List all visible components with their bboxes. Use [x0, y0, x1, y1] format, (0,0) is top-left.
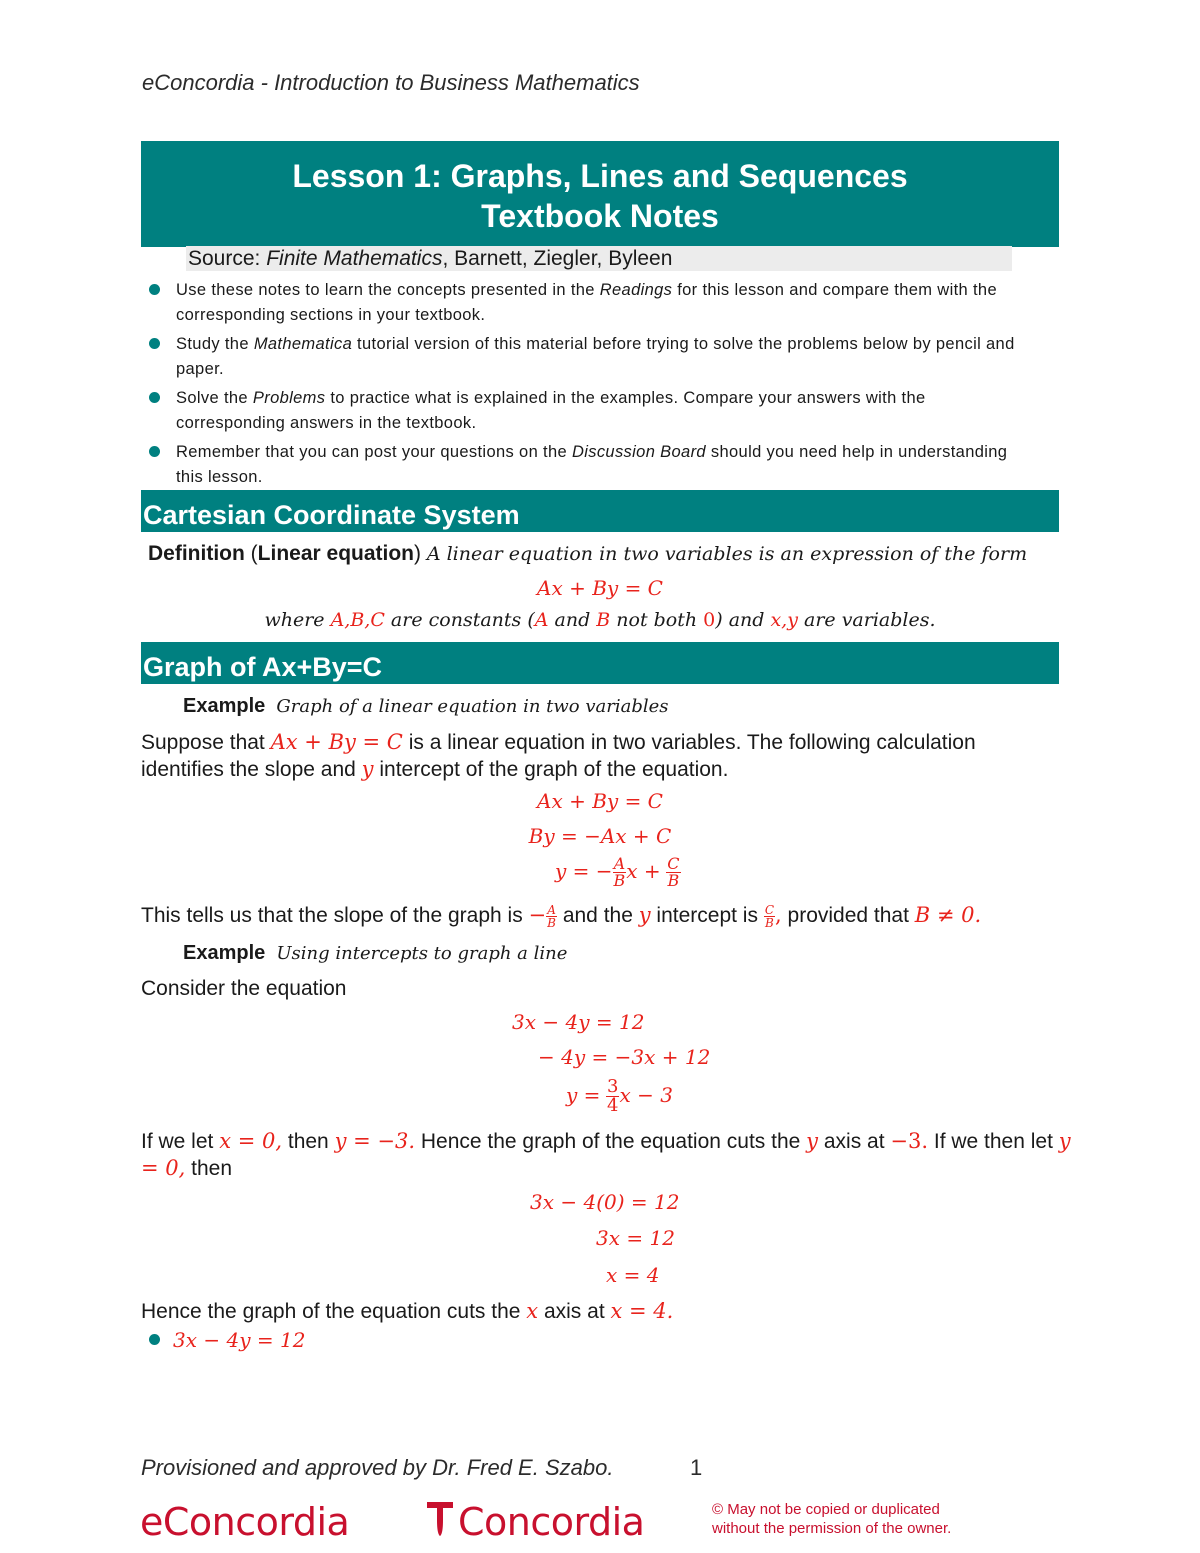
lesson-title: Lesson 1: Graphs, Lines and Sequences — [292, 158, 908, 194]
equation-step-7: 3x − 4(0) = 12 — [530, 1190, 680, 1214]
lesson-subtitle: Textbook Notes — [481, 198, 719, 234]
bullet-icon — [149, 1334, 160, 1345]
concordia-crest-icon — [425, 1500, 455, 1538]
definition-line: Definition (Linear equation) A linear equation in two variables is an expression of the form — [148, 542, 1028, 565]
concordia-logo: Concordia — [458, 1500, 645, 1544]
document-header: eConcordia - Introduction to Business Mathematics — [142, 70, 640, 95]
paragraph-4: If we let x = 0, then y = −3. Hence the graph of the equation cuts the y axis at −3. If we then let y = 0, then — [141, 1129, 1071, 1180]
list-item: Use these notes to learn the concepts presented in the Readings for this lesson and compare them with the corresponding sections in your textbook. — [148, 278, 1018, 327]
page-number: 1 — [690, 1455, 703, 1480]
graph-bullet[interactable]: 3x − 4y = 12 — [148, 1328, 305, 1353]
paragraph-1: Suppose that Ax + By = C is a linear equation in two variables. The following calculation identifies the slope and y intercept of the graph of the equation. — [141, 730, 976, 781]
instructions-list — [148, 278, 1018, 494]
equation-step-5: − 4y = −3x + 12 — [538, 1045, 711, 1069]
example-2-heading: Example Using intercepts to graph a line — [183, 942, 568, 964]
list-item: Remember that you can post your questions on the Discussion Board should you need help in understanding this lesson. — [148, 440, 1018, 489]
equation-step-4: 3x − 4y = 12 — [512, 1010, 645, 1034]
equation-linear: Ax + By = C — [537, 576, 663, 600]
section-header-cartesian: Cartesian Coordinate System — [141, 490, 1059, 532]
source-authors: , Barnett, Ziegler, Byleen — [442, 247, 673, 270]
definition-label: Definition — [148, 542, 245, 565]
footer-provisioned: Provisioned and approved by Dr. Fred E. Szabo. — [141, 1455, 614, 1480]
paragraph-5: Hence the graph of the equation cuts the x axis at x = 4. — [141, 1299, 674, 1323]
bullet-icon — [149, 446, 160, 457]
definition-text: A linear equation in two variables is an expression of the form — [426, 543, 1028, 565]
equation-step-9: x = 4 — [606, 1263, 660, 1287]
example-label: Example — [183, 942, 266, 964]
where-line: where A,B,C are constants (A and B not both 0) and x,y are variables. — [264, 609, 936, 631]
equation-step-6: y = $\frac{3}{4}$ x − 3 — [566, 1076, 673, 1116]
equation-step-1: Ax + By = C — [537, 789, 663, 813]
equation-step-3: y = − $\frac{A}{B}$ x + $\frac{C}{B}$ — [555, 854, 680, 890]
example-1-heading: Example Graph of a linear equation in two variables — [183, 695, 669, 717]
equation-step-8: 3x = 12 — [596, 1226, 675, 1250]
bullet-icon — [149, 392, 160, 403]
paragraph-3: Consider the equation — [141, 977, 347, 1000]
source-line — [186, 246, 1012, 271]
equation-step-2: By = −Ax + C — [528, 824, 672, 848]
econcordia-logo: eConcordia — [140, 1500, 350, 1544]
source-label: Source: — [188, 247, 267, 270]
paragraph-2: This tells us that the slope of the graph is − $\frac{A}{B}$ and the y intercept is $\frac{C}{B}$ , provided that B ≠ 0. — [141, 902, 982, 930]
copyright-notice: © May not be copied or duplicated without the permission of the owner. — [712, 1501, 952, 1537]
section-header-graph: Graph of Ax+By=C — [141, 642, 1059, 684]
bullet-icon — [149, 284, 160, 295]
definition-term: Linear equation — [257, 542, 415, 565]
list-item: Solve the Problems to practice what is explained in the examples. Compare your answers with the corresponding answers in the textbook. — [148, 386, 1018, 435]
list-item: Study the Mathematica tutorial version of this material before trying to solve the problems below by pencil and paper. — [148, 332, 1018, 381]
bullet-icon — [149, 338, 160, 349]
lesson-title-banner — [141, 141, 1059, 247]
source-book: Finite Mathematics — [266, 247, 443, 270]
example-label: Example — [183, 695, 266, 717]
